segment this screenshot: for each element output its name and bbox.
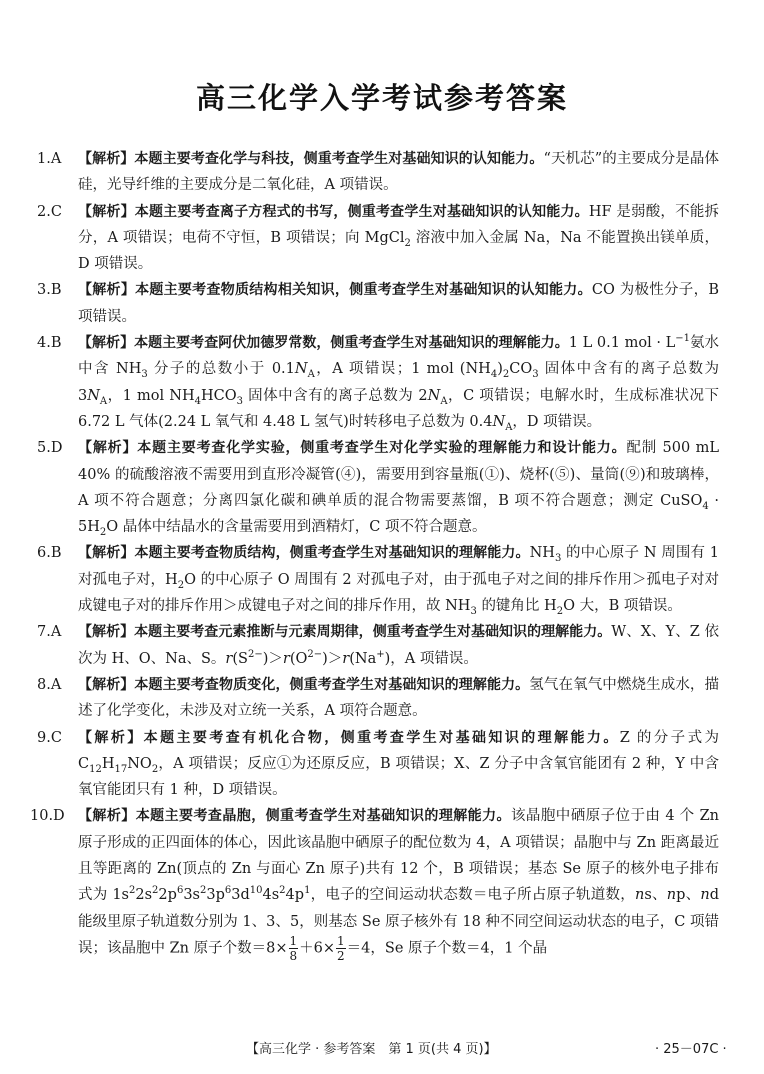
analysis-body: 配制 500 mL 40% 的硫酸溶液不需要用到直形冷凝管(④)，需要用到容量瓶(①)、烧杯(⑤)、量筒(⑨)和玻璃棒，A 项不符合题意；分离四氯化碳和碘单质的混合物需要蒸馏，B 项不符合题意；测定 CuSO — [78, 440, 719, 509]
analysis-lead: 本题主要考查有机化合物，侧重考查学生对基础知识的理解能力。 — [143, 729, 620, 746]
superscript: 10 — [249, 885, 263, 897]
analysis-body: 3p — [206, 887, 225, 904]
analysis-body: p、 — [676, 887, 701, 904]
answer-number: 4.B — [37, 335, 62, 352]
analysis-body: 2s — [135, 887, 153, 904]
subscript: 3 — [554, 553, 562, 565]
fraction-numerator: 1 — [337, 933, 345, 948]
subscript: A — [99, 395, 108, 407]
subscript: 2 — [177, 579, 185, 591]
subscript: 2 — [404, 237, 411, 249]
analysis-body: (S — [232, 650, 248, 667]
analysis-lead: 本题主要考查阿伏加德罗常数，侧重考查学生对基础知识的理解能力。 — [134, 335, 569, 352]
answer-item-8 — [0, 672, 764, 725]
analysis-body: 固体中含有的离子总数为 3 — [78, 361, 720, 404]
analysis-body: ，C 项错误；电解水时，生成标准状况下 6.72 L 气体(2.24 L 氧气和 4.48 L 氢气)时转移电子总数为 0.4 — [78, 387, 719, 430]
analysis-body: “天机芯”的主要成分是晶体硅，光导纤维的主要成分是二氧化硅，A 项错误。 — [78, 151, 720, 194]
analysis-tag: 【解析】 — [78, 282, 136, 299]
answer-text — [78, 540, 719, 619]
analysis-body: 4s — [262, 887, 280, 904]
analysis-lead: 本题主要考查晶胞，侧重考查学生对基础知识的理解能力。 — [135, 808, 511, 825]
avogadro-symbol: N — [294, 361, 308, 378]
fraction-denominator: 2 — [337, 948, 345, 963]
answer-item-5 — [0, 435, 764, 540]
analysis-body: CO — [509, 361, 533, 378]
analysis-body: 4p — [285, 887, 305, 904]
analysis-body: ，A 项错误；1 mol (NH — [314, 361, 491, 378]
analysis-tag: 【解析】 — [78, 335, 135, 352]
answer-number: 1.A — [37, 151, 62, 167]
analysis-lead: 本题主要考查元素推断与元素周期律，侧重考查学生对基础知识的理解能力。 — [134, 624, 612, 641]
analysis-body: CO 为极性分子，B 项错误。 — [78, 282, 720, 325]
radius-symbol: r — [225, 650, 233, 667]
answer-number: 9.C — [37, 729, 62, 746]
analysis-body: 固体中含有的离子总数为 2 — [248, 387, 428, 404]
analysis-lead: 本题主要考查离子方程式的书写，侧重考查学生对基础知识的认知能力。 — [134, 203, 589, 220]
superscript: 2− — [247, 648, 263, 660]
analysis-body: 分子的总数小于 0.1 — [153, 361, 295, 378]
superscript: 1 — [304, 885, 311, 897]
analysis-body: ＝4，Se 原子个数＝4，1 个晶 — [346, 940, 548, 957]
analysis-body: H — [101, 755, 115, 772]
analysis-body: 的键角比 H — [481, 598, 557, 615]
answer-item-9 — [0, 725, 764, 804]
subscript: 3 — [532, 369, 539, 381]
analysis-body: Z 的分子式为 C — [78, 729, 720, 772]
analysis-body: ) — [497, 361, 503, 378]
answer-number: 6.B — [37, 545, 62, 562]
subscript: 12 — [89, 763, 102, 775]
analysis-body: d 能级里原子轨道数分别为 1、3、5，则基态 Se 原子核外有 18 种不同空间运动状态的电子，C 项错误；该晶胞中 Zn 原子个数＝8× — [78, 887, 719, 957]
answer-number: 10.D — [30, 808, 65, 825]
analysis-body: ，A 项错误；反应①为还原反应，B 项错误；X、Z 分子中含氧官能团有 2 种，Y 中含氧官能团只有 1 种，D 项错误。 — [78, 755, 719, 799]
analysis-body: 3s — [183, 887, 200, 904]
answer-number: 7.A — [37, 624, 62, 641]
analysis-tag: 【解析】 — [78, 203, 135, 220]
avogadro-symbol: N — [427, 387, 441, 404]
fraction-one-eighth — [289, 935, 299, 962]
subscript: A — [505, 421, 513, 433]
analysis-lead: 本题主要考查物质结构，侧重考查学生对基础知识的理解能力。 — [134, 545, 530, 562]
answer-text — [78, 725, 719, 804]
analysis-tag: 【解析】 — [78, 440, 138, 457]
analysis-body: (Na — [349, 650, 377, 667]
quantum-n-symbol: n — [634, 887, 645, 904]
answer-text — [78, 330, 719, 435]
analysis-lead: 本题主要考查化学与科技，侧重考查学生对基础知识的认知能力。 — [134, 151, 544, 167]
subscript: 3 — [141, 369, 148, 381]
superscript: 2 — [279, 885, 286, 897]
subscript: 4 — [490, 369, 498, 381]
analysis-body: )＞ — [262, 650, 283, 667]
analysis-body: O 大，B 项错误。 — [563, 598, 682, 615]
superscript: 2 — [129, 885, 136, 897]
answer-item-7 — [0, 619, 764, 672]
fraction-one-half — [336, 935, 346, 962]
answer-item-1 — [0, 146, 764, 199]
answer-text — [78, 277, 719, 330]
quantum-n-symbol: n — [666, 887, 677, 904]
analysis-body: NO — [127, 755, 152, 772]
analysis-body: W、X、Y、Z 依次为 H、O、Na、S。 — [78, 624, 720, 667]
subscript: 3 — [470, 605, 477, 617]
subscript: 2 — [99, 527, 107, 539]
analysis-tag: 【解析】 — [78, 151, 135, 167]
analysis-body: 的中心原子 N 周围有 1 对孤电子对，H — [78, 545, 720, 588]
analysis-body: (O — [289, 650, 308, 667]
answer-number: 3.B — [37, 282, 62, 299]
answer-list — [0, 146, 764, 962]
answer-number: 8.A — [37, 676, 62, 693]
answer-item-2 — [0, 199, 764, 278]
fraction-numerator: 1 — [289, 933, 298, 948]
answer-number: 2.C — [37, 203, 62, 220]
superscript: + — [376, 648, 385, 660]
analysis-body: 溶液中加入金属 Na，Na 不能置换出镁单质，D 项错误。 — [78, 229, 719, 273]
subscript: 2 — [151, 763, 159, 775]
subscript: 4 — [194, 395, 201, 407]
footer-page-info: 【高三化学 · 参考答案 第 1 页(共 4 页)】 — [246, 1042, 497, 1057]
answer-text — [78, 199, 719, 278]
analysis-body: )＞ — [322, 650, 343, 667]
analysis-body: 氢气在氧气中燃烧生成水，描述了化学变化，未涉及对立统一关系，A 项符合题意。 — [78, 676, 720, 720]
analysis-body: O 的中心原子 O 周围有 2 对孤电子对，由于孤电子对之间的排斥作用＞孤电子对对成键电子对的排斥作用＞成键电子对之间的排斥作用，故 NH — [78, 571, 719, 615]
subscript: A — [307, 369, 315, 381]
answer-item-3 — [0, 277, 764, 330]
answer-item-4 — [0, 330, 764, 435]
analysis-lead: 本题主要考查物质结构相关知识，侧重考查学生对基础知识的认知能力。 — [135, 282, 592, 299]
avogadro-symbol: N — [87, 387, 100, 404]
analysis-tag: 【解析】 — [78, 545, 135, 562]
superscript: 6 — [224, 885, 232, 897]
analysis-body: 3d — [231, 887, 250, 904]
subscript: 4 — [702, 500, 709, 512]
superscript: 2 — [152, 885, 159, 897]
answer-text — [78, 146, 719, 199]
radius-symbol: r — [282, 650, 290, 667]
analysis-body: ＋6× — [299, 940, 336, 957]
subscript: 3 — [236, 395, 243, 407]
analysis-body: · 5H — [78, 492, 719, 536]
answer-item-10 — [0, 803, 764, 961]
analysis-body: O 晶体中结晶水的含量需要用到酒精灯，C 项不符合题意。 — [106, 519, 487, 536]
page-title: 高三化学入学考试参考答案 — [195, 81, 568, 115]
subscript: 2 — [502, 369, 510, 381]
superscript: −1 — [675, 333, 690, 345]
radius-symbol: r — [342, 650, 350, 667]
quantum-n-symbol: n — [700, 887, 710, 904]
answer-item-6 — [0, 540, 764, 619]
answer-text — [78, 803, 719, 961]
analysis-tag: 【解析】 — [78, 808, 136, 825]
answer-number: 5.D — [37, 440, 63, 457]
answer-text — [78, 435, 719, 540]
analysis-body: 2p — [158, 887, 177, 904]
analysis-body: 该晶胞中硒原子位于由 4 个 Zn 原子形成的正四面体的体心，因此该晶胞中硒原子的配位数为 4，A 项错误；晶胞中与 Zn 距离最近且等距离的 Zn(顶点的 Zn 与面心 Zn 原子)共有 12 个，B 项错误；基态 Se 原子的核外电子排布式为 1s — [78, 808, 720, 904]
avogadro-symbol: N — [492, 413, 506, 430]
analysis-body: ，电子的空间运动状态数＝电子所占原子轨道数， — [310, 887, 635, 904]
analysis-body: HF 是弱酸，不能拆分，A 项错误；电荷不守恒，B 项错误；向 MgCl — [78, 203, 720, 246]
analysis-lead: 本题主要考查物质变化，侧重考查学生对基础知识的理解能力。 — [134, 676, 530, 693]
subscript: 2 — [556, 605, 564, 617]
fraction-denominator: 8 — [289, 948, 298, 963]
analysis-body: ，D 项错误。 — [512, 413, 602, 430]
answer-text — [78, 619, 719, 672]
superscript: 2− — [307, 648, 323, 660]
superscript: 6 — [176, 885, 184, 897]
analysis-body: )，A 项错误。 — [384, 650, 478, 667]
analysis-tag: 【解析】 — [78, 624, 135, 641]
analysis-body: ，1 mol NH — [107, 387, 195, 404]
analysis-body: HCO — [200, 387, 237, 404]
analysis-body: 1 L 0.1 mol · L — [568, 335, 676, 352]
analysis-tag: 【解析】 — [78, 676, 135, 693]
analysis-body: NH — [529, 545, 555, 562]
analysis-body: s、 — [644, 887, 667, 904]
analysis-body: 氨水中含 NH — [78, 335, 720, 378]
subscript: 17 — [114, 763, 128, 775]
analysis-tag: 【解析】 — [78, 729, 144, 746]
answer-text — [78, 672, 719, 725]
analysis-lead: 本题主要考查化学实验，侧重考查学生对化学实验的理解能力和设计能力。 — [137, 440, 627, 457]
subscript: A — [440, 395, 448, 407]
footer-code: · 25－07C · — [655, 1042, 727, 1057]
superscript: 2 — [199, 885, 207, 897]
